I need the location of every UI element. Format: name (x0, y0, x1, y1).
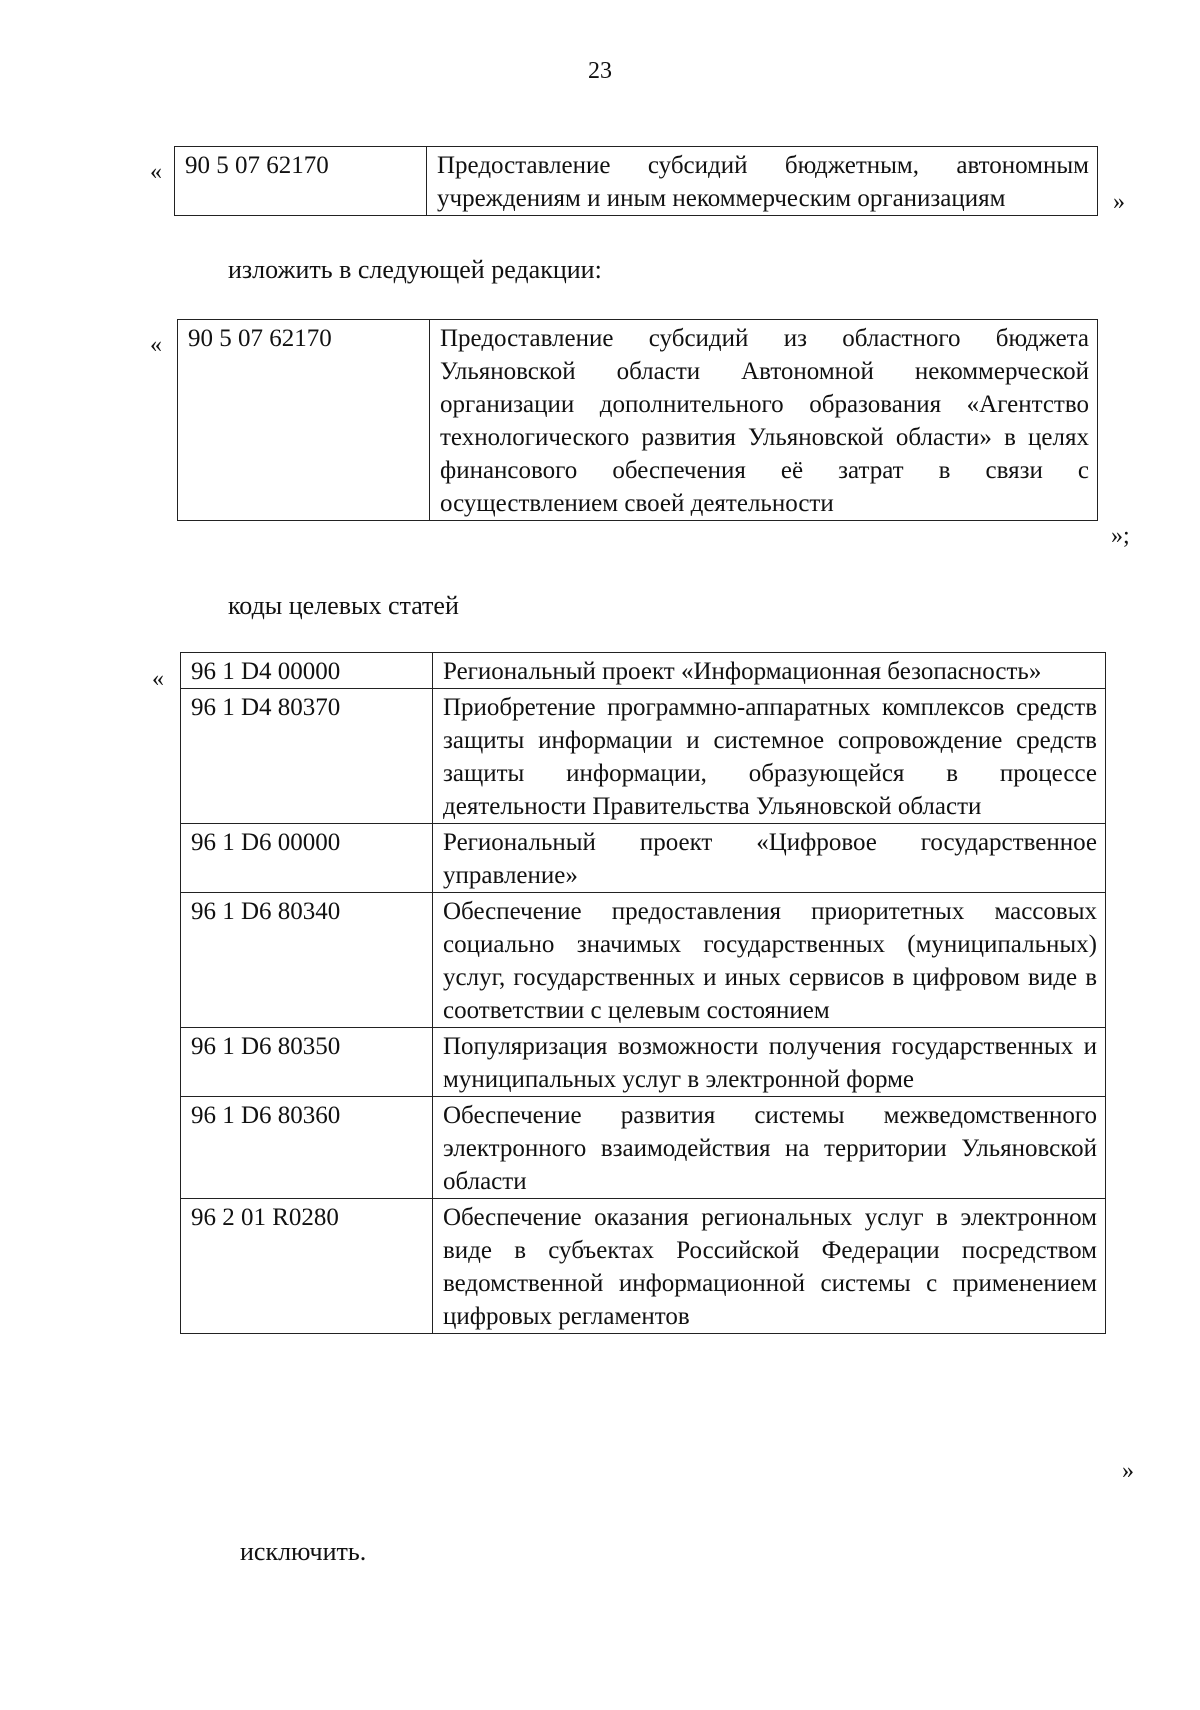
description-cell: Региональный проект «Цифровое государственное управление» (433, 824, 1106, 893)
code-cell: 90 5 07 62170 (178, 320, 430, 521)
amendment-table-new (177, 319, 1098, 521)
code-cell: 96 1 D6 00000 (181, 824, 433, 893)
instruction-text: изложить в следующей редакции: (228, 255, 602, 284)
description-cell: Приобретение программно-аппаратных комплексов средств защиты информации и системное сопровождение средств защиты информации, образующейся в процессе деятельности Правительства Ульяновской области (433, 689, 1106, 824)
description-cell: Предоставление субсидий бюджетным, автономным учреждениям и иным некоммерческим организациям (427, 147, 1098, 216)
description-cell: Предоставление субсидий из областного бюджета Ульяновской области Автономной некоммерческой организации дополнительного образования «Агентство технологического развития Ульяновской области» в целях финансового обеспечения её затрат в связи с осуществлением своей деятельности (430, 320, 1098, 521)
open-quote: « (150, 332, 162, 358)
code-cell: 96 1 D6 80340 (181, 893, 433, 1028)
table-row (178, 320, 1098, 521)
table-row (181, 1199, 1106, 1334)
close-quote: » (1113, 189, 1125, 215)
table-row (181, 824, 1106, 893)
code-cell: 96 1 D4 00000 (181, 653, 433, 689)
section-label: коды целевых статей (228, 591, 459, 620)
table-row (181, 689, 1106, 824)
target-codes-table (180, 652, 1106, 1334)
page-number: 23 (588, 58, 612, 84)
amendment-table-old (174, 146, 1098, 216)
code-table (180, 652, 1106, 1334)
table-row (181, 1097, 1106, 1199)
open-quote: « (152, 666, 164, 692)
description-cell: Региональный проект «Информационная безопасность» (433, 653, 1106, 689)
instruction-text: исключить. (240, 1537, 367, 1566)
code-cell: 96 2 01 R0280 (181, 1199, 433, 1334)
table-row (181, 1028, 1106, 1097)
description-cell: Обеспечение развития системы межведомственного электронного взаимодействия на территории Ульяновской области (433, 1097, 1106, 1199)
close-quote: » (1122, 1458, 1134, 1484)
code-table (177, 319, 1098, 521)
code-table (174, 146, 1098, 216)
code-cell: 96 1 D6 80360 (181, 1097, 433, 1199)
table-row (181, 653, 1106, 689)
open-quote: « (150, 159, 162, 185)
description-cell: Популяризация возможности получения государственных и муниципальных услуг в электронной форме (433, 1028, 1106, 1097)
table-row (181, 893, 1106, 1028)
table-row (175, 147, 1098, 216)
code-cell: 96 1 D4 80370 (181, 689, 433, 824)
code-cell: 90 5 07 62170 (175, 147, 427, 216)
close-quote-semicolon: »; (1111, 523, 1130, 549)
description-cell: Обеспечение предоставления приоритетных массовых социально значимых государственных (муниципальных) услуг, государственных и иных сервисов в цифровом виде в соответствии с целевым состоянием (433, 893, 1106, 1028)
description-cell: Обеспечение оказания региональных услуг в электронном виде в субъектах Российской Федерации посредством ведомственной информационной системы с применением цифровых регламентов (433, 1199, 1106, 1334)
code-cell: 96 1 D6 80350 (181, 1028, 433, 1097)
